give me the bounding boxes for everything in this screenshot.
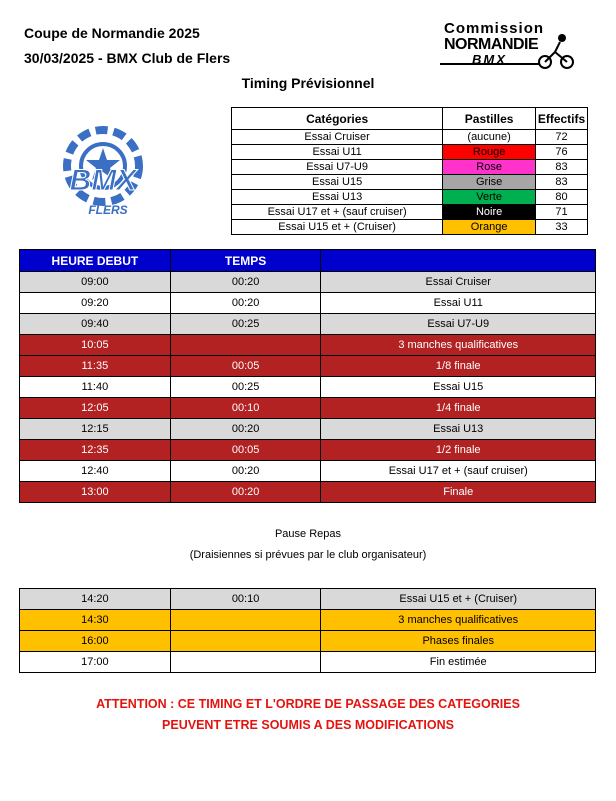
duration: 00:20 [170,461,321,482]
duration [170,335,321,356]
header-temps: TEMPS [170,250,321,272]
start-time: 11:35 [20,356,171,377]
duration: 00:25 [170,377,321,398]
start-time: 09:40 [20,314,171,335]
duration: 00:20 [170,419,321,440]
start-time: 12:35 [20,440,171,461]
logo-normandie-text: NORMANDIE [444,36,539,53]
start-time: 14:30 [20,610,171,631]
bmx-rider-icon [440,20,575,70]
category-name: Essai U17 et + (sauf cruiser) [232,205,443,220]
start-time: 16:00 [20,631,171,652]
schedule-table [19,249,596,503]
start-time: 13:00 [20,482,171,503]
category-effectif: 83 [536,160,588,175]
schedule-row [20,652,596,673]
schedule-row [20,335,596,356]
schedule-row [20,377,596,398]
schedule-row [20,461,596,482]
categories-table [231,107,588,235]
page-title: Timing Prévisionnel [241,75,375,91]
category-row [232,190,588,205]
activity: Essai U13 [321,419,596,440]
schedule-row [20,314,596,335]
pause-label: Pause Repas [274,528,342,540]
category-pastille: Verte [443,190,536,205]
event-title: Coupe de Normandie 2025 [24,25,200,41]
category-row [232,160,588,175]
start-time: 17:00 [20,652,171,673]
category-pastille: Rouge [443,145,536,160]
duration [170,631,321,652]
header-pastilles: Pastilles [443,108,536,130]
category-effectif: 80 [536,190,588,205]
schedule-row [20,419,596,440]
activity: Essai U11 [321,293,596,314]
start-time: 11:40 [20,377,171,398]
duration [170,610,321,631]
logo-bmx-label: BMX [69,164,137,197]
category-row [232,205,588,220]
start-time: 12:15 [20,419,171,440]
category-name: Essai U15 et + (Cruiser) [232,220,443,235]
start-time: 14:20 [20,589,171,610]
category-pastille: Rose [443,160,536,175]
schedule-row [20,440,596,461]
category-name: Essai U11 [232,145,443,160]
duration [170,652,321,673]
header-categories: Catégories [232,108,443,130]
activity: Fin estimée [321,652,596,673]
activity: 3 manches qualificatives [321,610,596,631]
logo-bmx-text: BMX [472,52,507,67]
activity: Essai U7-U9 [321,314,596,335]
header-effectifs: Effectifs [536,108,588,130]
category-effectif: 72 [536,130,588,145]
start-time: 09:20 [20,293,171,314]
logo-flers-label: FLERS [88,203,128,217]
schedule-row [20,482,596,503]
activity: Essai U15 [321,377,596,398]
category-row [232,175,588,190]
category-name: Essai U15 [232,175,443,190]
warning-line-2: PEUVENT ETRE SOUMIS A DES MODIFICATIONS [162,718,454,732]
afternoon-schedule-table [19,588,596,673]
schedule-row [20,589,596,610]
header-activity [321,250,596,272]
duration: 00:20 [170,272,321,293]
pause-note: (Draisiennes si prévues par le club organisateur) [189,549,427,561]
category-pastille: (aucune) [443,130,536,145]
activity: Essai Cruiser [321,272,596,293]
start-time: 12:40 [20,461,171,482]
category-effectif: 71 [536,205,588,220]
schedule-row [20,610,596,631]
duration: 00:10 [170,589,321,610]
event-date-club: 30/03/2025 - BMX Club de Flers [24,50,231,66]
category-row [232,220,588,235]
start-time: 10:05 [20,335,171,356]
schedule-row [20,293,596,314]
activity: Phases finales [321,631,596,652]
bmx-flers-logo [48,118,158,223]
activity: 1/8 finale [321,356,596,377]
logo-commission-text: Commission [444,20,545,37]
duration: 00:05 [170,356,321,377]
activity: Essai U15 et + (Cruiser) [321,589,596,610]
start-time: 09:00 [20,272,171,293]
schedule-row [20,272,596,293]
duration: 00:20 [170,293,321,314]
activity: Essai U17 et + (sauf cruiser) [321,461,596,482]
schedule-row [20,398,596,419]
duration: 00:05 [170,440,321,461]
activity: Finale [321,482,596,503]
duration: 00:10 [170,398,321,419]
category-effectif: 83 [536,175,588,190]
category-pastille: Grise [443,175,536,190]
category-pastille: Orange [443,220,536,235]
category-name: Essai U7-U9 [232,160,443,175]
schedule-row [20,356,596,377]
activity: 1/2 finale [321,440,596,461]
category-row [232,130,588,145]
start-time: 12:05 [20,398,171,419]
category-name: Essai Cruiser [232,130,443,145]
activity: 1/4 finale [321,398,596,419]
schedule-row [20,631,596,652]
commission-normandie-logo [440,20,575,70]
category-row [232,145,588,160]
duration: 00:25 [170,314,321,335]
category-effectif: 33 [536,220,588,235]
header-heure-debut: HEURE DEBUT [20,250,171,272]
activity: 3 manches qualificatives [321,335,596,356]
category-effectif: 76 [536,145,588,160]
category-name: Essai U13 [232,190,443,205]
category-pastille: Noire [443,205,536,220]
warning-line-1: ATTENTION : CE TIMING ET L'ORDRE DE PASSAGE DES CATEGORIES [96,697,520,711]
duration: 00:20 [170,482,321,503]
